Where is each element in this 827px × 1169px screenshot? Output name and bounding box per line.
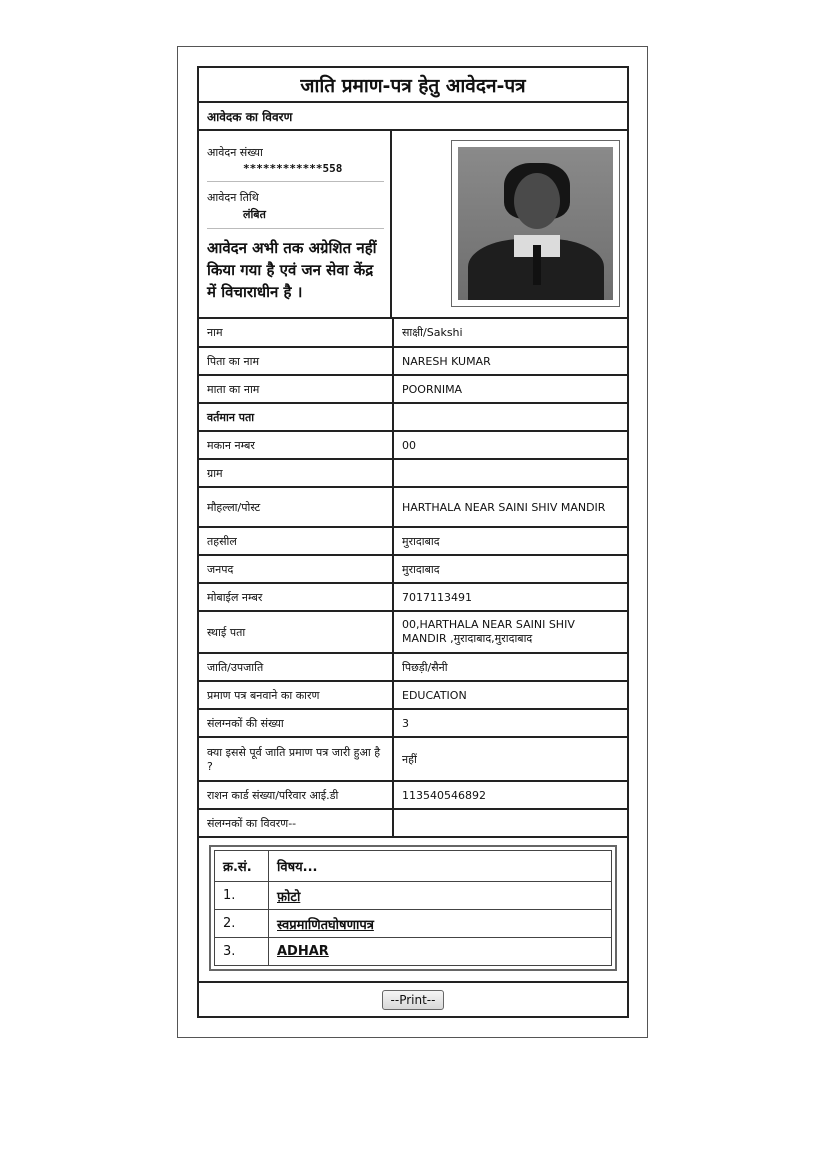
field-label: मोबाईल नम्बर bbox=[199, 583, 393, 611]
application-meta bbox=[199, 131, 392, 317]
field-label: संलग्नकों की संख्या bbox=[199, 709, 393, 737]
field-label: नाम bbox=[199, 319, 393, 347]
field-value: POORNIMA bbox=[393, 375, 627, 403]
attachments-box bbox=[209, 845, 617, 971]
field-label: ग्राम bbox=[199, 459, 393, 487]
application-number-value: ************558 bbox=[243, 162, 343, 175]
detail-row bbox=[199, 403, 627, 431]
detail-row bbox=[199, 737, 627, 781]
attachments-section bbox=[199, 838, 627, 983]
application-number-label: आवेदन संख्या bbox=[207, 146, 263, 159]
field-label: तहसील bbox=[199, 527, 393, 555]
field-value: साक्षी/Sakshi bbox=[393, 319, 627, 347]
field-label: जाति/उपजाति bbox=[199, 653, 393, 681]
applicant-summary bbox=[199, 131, 627, 319]
field-value: 7017113491 bbox=[393, 583, 627, 611]
attachment-row bbox=[215, 882, 612, 910]
detail-row bbox=[199, 375, 627, 403]
field-label: क्या इससे पूर्व जाति प्रमाण पत्र जारी हुआ है ? bbox=[199, 737, 393, 781]
detail-row bbox=[199, 347, 627, 375]
header-subject: विषय... bbox=[269, 851, 612, 882]
divider bbox=[207, 228, 384, 229]
detail-row bbox=[199, 431, 627, 459]
detail-row bbox=[199, 487, 627, 527]
field-value bbox=[393, 809, 627, 837]
detail-row bbox=[199, 555, 627, 583]
detail-row bbox=[199, 681, 627, 709]
detail-row bbox=[199, 809, 627, 837]
attachment-cell bbox=[269, 938, 612, 966]
detail-row bbox=[199, 319, 627, 347]
field-label: स्थाई पता bbox=[199, 611, 393, 653]
detail-row bbox=[199, 583, 627, 611]
details-table bbox=[199, 319, 627, 838]
status-message: आवेदन अभी तक अग्रेशित नहीं किया गया है एवं जन सेवा केंद्र में विचाराधीन है । bbox=[207, 239, 377, 301]
field-value bbox=[393, 459, 627, 487]
attachment-sno: 2. bbox=[215, 910, 269, 938]
attachments-table bbox=[214, 850, 612, 966]
print-button[interactable]: --Print-- bbox=[382, 990, 445, 1010]
applicant-photo-frame bbox=[451, 140, 620, 307]
field-label: राशन कार्ड संख्या/परिवार आई.डी bbox=[199, 781, 393, 809]
field-value: मुरादाबाद bbox=[393, 527, 627, 555]
field-label: माता का नाम bbox=[199, 375, 393, 403]
field-value: 113540546892 bbox=[393, 781, 627, 809]
detail-row bbox=[199, 709, 627, 737]
attachments-header-row bbox=[215, 851, 612, 882]
attachment-cell bbox=[269, 882, 612, 910]
detail-row bbox=[199, 781, 627, 809]
field-value: पिछड़ी/सैनी bbox=[393, 653, 627, 681]
field-value: EDUCATION bbox=[393, 681, 627, 709]
attachment-sno: 3. bbox=[215, 938, 269, 966]
field-value: नहीं bbox=[393, 737, 627, 781]
form-title: जाति प्रमाण-पत्र हेतु आवेदन-पत्र bbox=[199, 68, 627, 103]
attachment-link[interactable]: स्वप्रमाणितघोषणापत्र bbox=[277, 917, 374, 933]
attachment-link[interactable]: ADHAR bbox=[277, 944, 329, 959]
field-value bbox=[393, 403, 627, 431]
attachment-link[interactable]: फ़ोटो bbox=[277, 889, 301, 905]
attachment-row bbox=[215, 910, 612, 938]
field-label: वर्तमान पता bbox=[199, 403, 393, 431]
section-header: आवेदक का विवरण bbox=[199, 103, 627, 131]
field-value: 00 bbox=[393, 431, 627, 459]
field-value: मुरादाबाद bbox=[393, 555, 627, 583]
field-label: पिता का नाम bbox=[199, 347, 393, 375]
attachment-cell bbox=[269, 910, 612, 938]
applicant-photo bbox=[458, 147, 613, 300]
divider bbox=[207, 181, 384, 182]
field-value: HARTHALA NEAR SAINI SHIV MANDIR bbox=[393, 487, 627, 527]
photo-cell bbox=[392, 131, 627, 317]
attachment-row bbox=[215, 938, 612, 966]
field-label: मौहल्ला/पोस्ट bbox=[199, 487, 393, 527]
print-row bbox=[199, 983, 627, 1016]
field-value: NARESH KUMAR bbox=[393, 347, 627, 375]
detail-row bbox=[199, 611, 627, 653]
field-value: 00,HARTHALA NEAR SAINI SHIV MANDIR ,मुरादाबाद,मुरादाबाद bbox=[393, 611, 627, 653]
field-label: प्रमाण पत्र बनवाने का कारण bbox=[199, 681, 393, 709]
field-value: 3 bbox=[393, 709, 627, 737]
field-label: मकान नम्बर bbox=[199, 431, 393, 459]
attachment-sno: 1. bbox=[215, 882, 269, 910]
application-date-value: लंबित bbox=[243, 208, 266, 221]
detail-row bbox=[199, 653, 627, 681]
header-sno: क्र.सं. bbox=[215, 851, 269, 882]
field-label: जनपद bbox=[199, 555, 393, 583]
application-date-label: आवेदन तिथि bbox=[207, 191, 259, 204]
detail-row bbox=[199, 527, 627, 555]
detail-row bbox=[199, 459, 627, 487]
field-label: संलग्नकों का विवरण-- bbox=[199, 809, 393, 837]
application-form bbox=[197, 66, 629, 1018]
